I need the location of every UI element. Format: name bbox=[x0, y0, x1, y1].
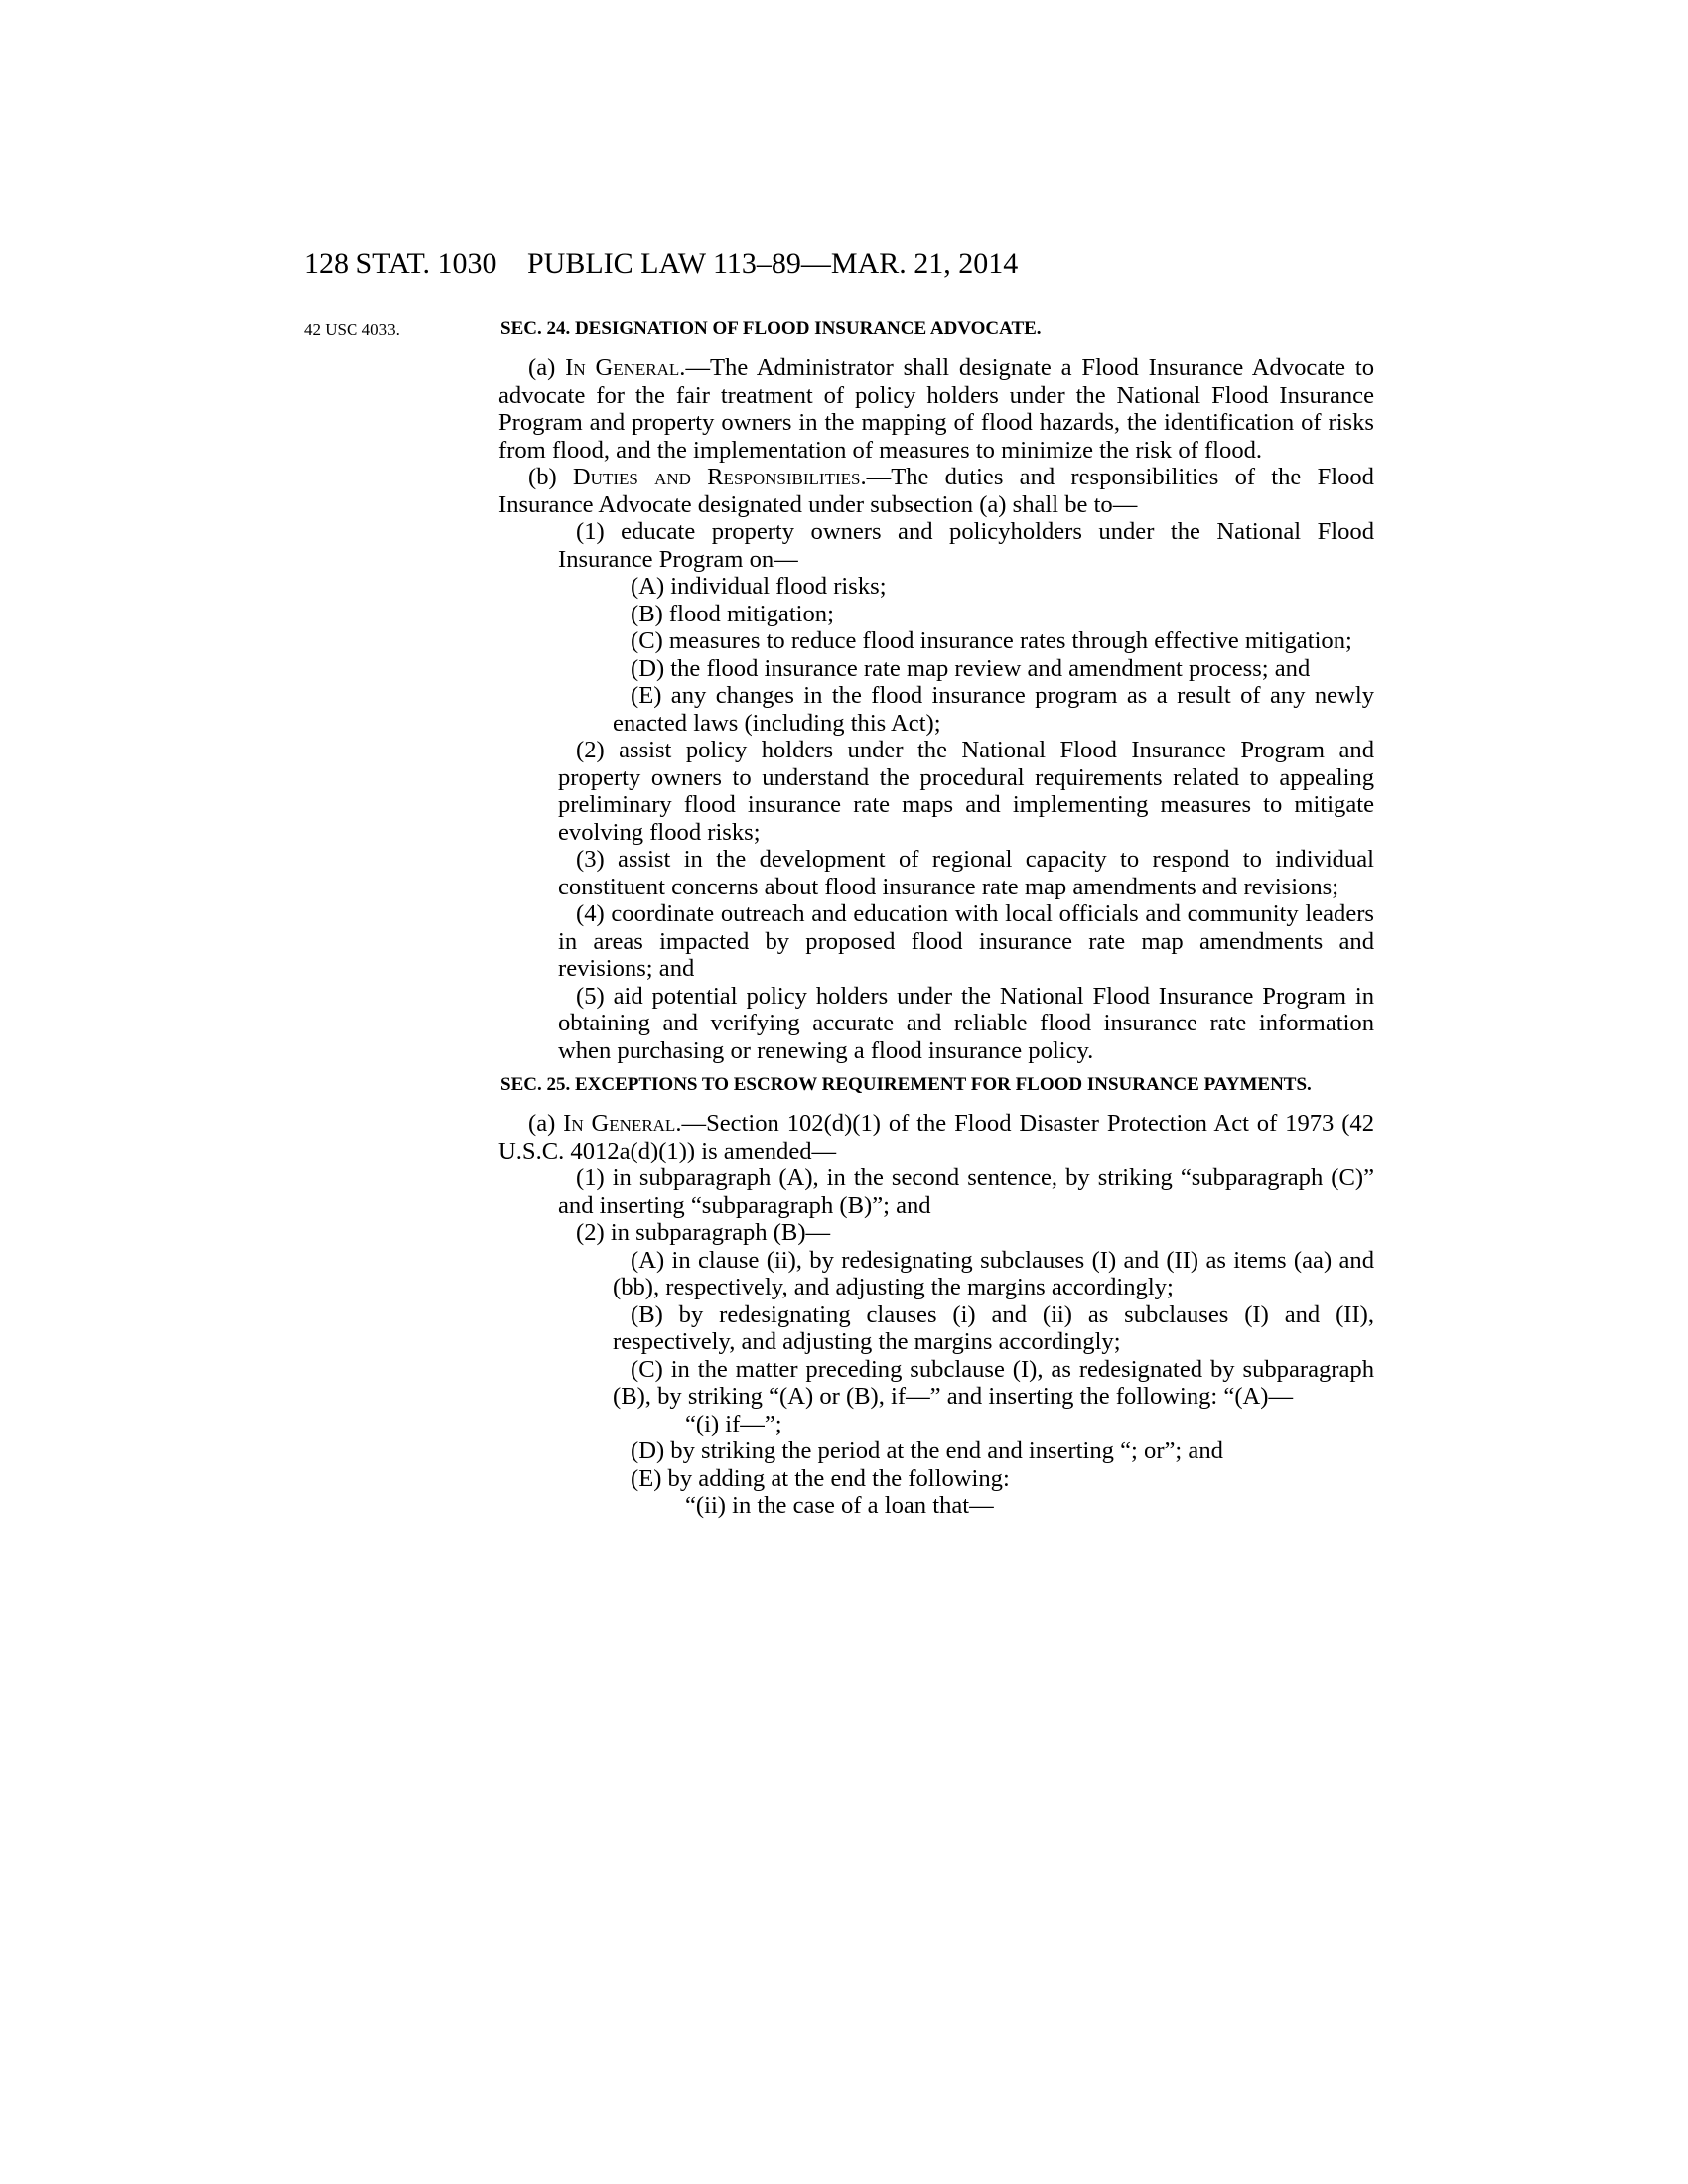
paragraph-item: (1) educate property owners and policyholders under the National Flood Insurance Program on— bbox=[558, 518, 1374, 573]
subsection-text: .—Section 102(d)(1) of the Flood Disaster Protection Act of 1973 (42 U.S.C. 4012a(d)(1)) is amended— bbox=[498, 1110, 1375, 1164]
paragraph-item: (2) assist policy holders under the National Flood Insurance Program and property owners to understand the procedural requirements related to appealing preliminary flood insurance rate maps and implementing measures to mitigate evolving flood risks; bbox=[558, 737, 1374, 846]
sec25-subsection-a bbox=[498, 1110, 1374, 1164]
subparagraph-item: (D) by striking the period at the end and inserting “; or”; and bbox=[631, 1437, 1223, 1464]
subparagraph-item: (B) flood mitigation; bbox=[631, 600, 834, 627]
subparagraph-item: (C) measures to reduce flood insurance rates through effective mitigation; bbox=[631, 627, 1352, 654]
subsection-caption: Duties and Responsibilities bbox=[572, 464, 861, 490]
usc-margin-citation: 42 USC 4033. bbox=[304, 320, 400, 339]
subparagraph-item: (C) in the matter preceding subclause (I), as redesignated by subparagraph (B), by striking “(A) or (B), if—” and inserting the following: “(A)— bbox=[613, 1355, 1374, 1410]
clause-item: “(ii) in the case of a loan that— bbox=[685, 1492, 994, 1519]
public-law-title: PUBLIC LAW 113–89—MAR. 21, 2014 bbox=[527, 247, 1019, 280]
page-header bbox=[304, 248, 1227, 288]
body-text bbox=[498, 316, 1374, 1520]
subsection-text: .—The Administrator shall designate a Flood Insurance Advocate to advocate for the fair treatment of policy holders under the National Flood Insurance Program and property owners in the mapping of flood hazards, the identification of risks from flood, and the implementation of measures to minimize the risk of flood. bbox=[498, 354, 1374, 464]
sec24-subsection-a bbox=[498, 354, 1374, 464]
paragraph-item: (1) in subparagraph (A), in the second sentence, by striking “subparagraph (C)” and inserting “subparagraph (B)”; and bbox=[558, 1164, 1374, 1219]
section-24-heading: SEC. 24. DESIGNATION OF FLOOD INSURANCE ADVOCATE. bbox=[500, 318, 1042, 339]
subparagraph-item: (B) by redesignating clauses (i) and (ii) as subclauses (I) and (II), respectively, and adjusting the margins accordingly; bbox=[613, 1300, 1374, 1355]
subsection-label: (a) bbox=[528, 354, 566, 381]
paragraph-item: (2) in subparagraph (B)— bbox=[576, 1219, 831, 1246]
subparagraph-item: (E) by adding at the end the following: bbox=[631, 1464, 1010, 1492]
sec24-subsection-b bbox=[498, 464, 1374, 518]
section-25-heading: SEC. 25. EXCEPTIONS TO ESCROW REQUIREMENT FOR FLOOD INSURANCE PAYMENTS. bbox=[500, 1074, 1312, 1095]
subparagraph-item: (A) individual flood risks; bbox=[631, 573, 887, 600]
subparagraph-item: (A) in clause (ii), by redesignating subclauses (I) and (II) as items (aa) and (bb), respectively, and adjusting the margins accordingly; bbox=[613, 1246, 1374, 1300]
subsection-label: (b) bbox=[528, 464, 573, 490]
subsection-text: .—The duties and responsibilities of the Flood Insurance Advocate designated under subsection (a) shall be to— bbox=[498, 464, 1374, 518]
subparagraph-item: (E) any changes in the flood insurance program as a result of any newly enacted laws (including this Act); bbox=[613, 682, 1374, 737]
subparagraph-item: (D) the flood insurance rate map review and amendment process; and bbox=[631, 654, 1311, 682]
subsection-caption: In General bbox=[563, 1110, 676, 1137]
subsection-label: (a) bbox=[528, 1110, 564, 1137]
statute-page-number: 128 STAT. 1030 bbox=[304, 247, 497, 280]
clause-item: “(i) if—”; bbox=[685, 1410, 782, 1437]
paragraph-item: (3) assist in the development of regional capacity to respond to individual constituent concerns about flood insurance rate map amendments and revisions; bbox=[558, 846, 1374, 900]
paragraph-item: (4) coordinate outreach and education with local officials and community leaders in areas impacted by proposed flood insurance rate map amendments and revisions; and bbox=[558, 900, 1374, 982]
subsection-caption: In General bbox=[565, 354, 680, 381]
paragraph-item: (5) aid potential policy holders under the National Flood Insurance Program in obtaining and verifying accurate and reliable flood insurance rate information when purchasing or renewing a flood insurance policy. bbox=[558, 982, 1374, 1064]
